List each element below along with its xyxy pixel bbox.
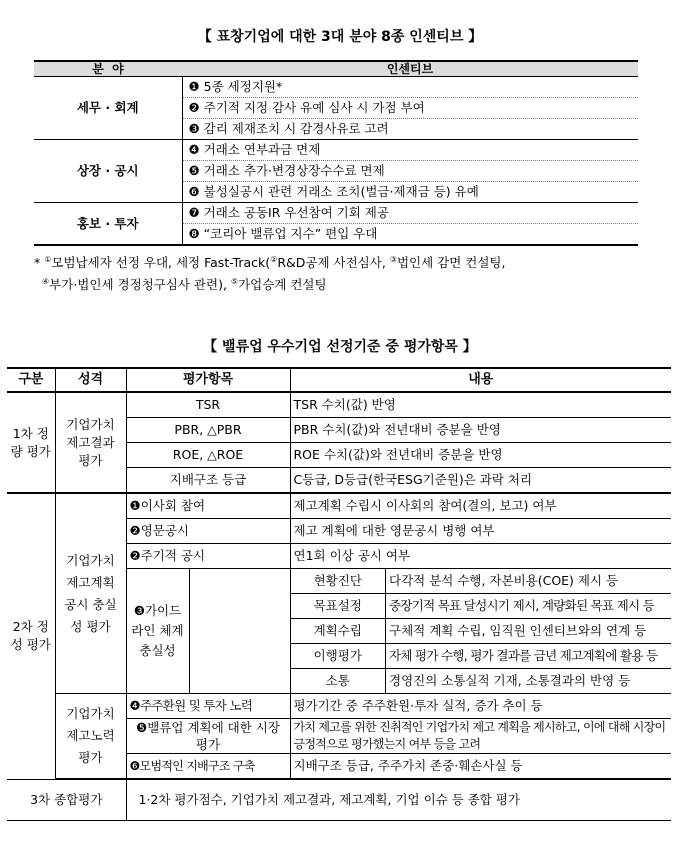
criteria-title: 【 밸류업 우수기업 선정기준 중 평가항목 】 xyxy=(203,339,477,355)
eval-content: 구체적 계획 수립, 임직원 인센티브와의 연계 등 xyxy=(386,619,672,644)
col-header-content: 내용 xyxy=(290,368,671,392)
stage3-label: 3차 종합평가 xyxy=(7,779,126,821)
eval-content: 경영진의 소통실적 기재, 소통결과의 반영 등 xyxy=(386,669,672,694)
eval-content: 지배구조 등급, 주주가치 존중·훼손사실 등 xyxy=(290,754,671,780)
criteria-table xyxy=(7,367,671,821)
incentive-item: ❼ 거래소 공동IR 우선참여 기회 제공 xyxy=(182,203,638,224)
category-pr: 홍보 · 투자 xyxy=(34,203,182,246)
eval-content: 연1회 이상 공시 여부 xyxy=(290,544,671,569)
guideline-item: 목표설정 xyxy=(291,594,386,619)
incentive-item: ❻ 불성실공시 관련 거래소 조치(벌금·제재금 등) 유예 xyxy=(182,182,638,203)
stage2-nature-disclosure: 기업가치 제고계획 공시 충실성 평가 xyxy=(55,493,126,694)
incentive-item: ❷ 주기적 지정 감사 유예 심사 시 가점 부여 xyxy=(182,98,638,119)
eval-content: 다각적 분석 수행, 자본비용(COE) 제시 등 xyxy=(386,569,672,594)
incentives-title: 【 표창기업에 대한 3대 분야 8종 인센티브 】 xyxy=(197,29,483,45)
stage2-label: 2차 정성 평가 xyxy=(7,493,55,779)
eval-item: ❺밸류업 계획에 대한 시장 평가 xyxy=(126,719,290,754)
guideline-item: 이행평가 xyxy=(291,644,386,669)
stage1-nature: 기업가치 제고결과 평가 xyxy=(55,392,126,493)
stage3-content: 1·2차 평가점수, 기업가치 제고결과, 제고계획, 기업 이슈 등 종합 평가 xyxy=(126,779,671,821)
eval-content: 제고계획 수립시 이사회의 참여(결의, 보고) 여부 xyxy=(290,493,671,519)
category-tax: 세무 · 회계 xyxy=(34,77,182,140)
eval-item: ❶이사회 참여 xyxy=(126,493,290,519)
incentive-item: ❹ 거래소 연부과금 면제 xyxy=(182,140,638,161)
eval-content: PBR 수치(값)와 전년대비 증분을 반영 xyxy=(290,418,671,443)
col-header-field: 분 야 xyxy=(34,61,182,77)
incentive-item: ❶ 5종 세정지원* xyxy=(182,77,638,98)
stage1-label: 1차 정량 평가 xyxy=(7,392,55,493)
eval-item: ❹주주환원 및 투자 노력 xyxy=(126,694,290,719)
eval-item: ❻모범적인 지배구조 구축 xyxy=(126,754,290,780)
col-header-item: 평가항목 xyxy=(126,368,290,392)
stage2-nature-effort: 기업가치 제고노력 평가 xyxy=(55,694,126,780)
incentives-table xyxy=(34,60,638,246)
eval-item: ❷주기적 공시 xyxy=(126,544,290,569)
category-listing: 상장 · 공시 xyxy=(34,140,182,203)
incentive-item: ❺ 거래소 추가·변경상장수수료 면제 xyxy=(182,161,638,182)
guideline-subtable xyxy=(291,569,672,693)
guideline-item: 계획수립 xyxy=(291,619,386,644)
eval-item: 지배구조 등급 xyxy=(126,468,290,494)
incentive-item: ❽ “코리아 밸류업 지수” 편입 우대 xyxy=(182,224,638,246)
guideline-label: ❸가이드 라인 체계 충실성 xyxy=(127,569,190,693)
eval-content: C등급, D등급(한국ESG기준원)은 과락 처리 xyxy=(290,468,671,494)
incentive-footnote: * ①모범납세자 선정 우대, 세정 Fast-Track(②R&D공제 사전심사, ③법인세 감면 컨설팅, ④부가·법인세 경정청구심사 관련), ⑤가업승계 컨설팅 xyxy=(34,255,506,293)
eval-content: 자체 평가 수행, 평가 결과를 금년 제고계획에 활용 등 xyxy=(386,644,672,669)
eval-item: ❷영문공시 xyxy=(126,519,290,544)
guideline-item: 소통 xyxy=(291,669,386,694)
col-header-incentive: 인센티브 xyxy=(182,61,638,77)
eval-content: TSR 수치(값) 반영 xyxy=(290,392,671,418)
guideline-item: 현황진단 xyxy=(291,569,386,594)
eval-content: 제고 계획에 대한 영문공시 병행 여부 xyxy=(290,519,671,544)
col-header-division: 구분 xyxy=(7,368,55,392)
eval-item: PBR, △PBR xyxy=(126,418,290,443)
eval-item: ROE, △ROE xyxy=(126,443,290,468)
incentive-item: ❸ 감리 제재조치 시 감경사유로 고려 xyxy=(182,119,638,140)
eval-item: TSR xyxy=(126,392,290,418)
eval-content: 중장기적 목표 달성시기 제시, 계량화된 목표 제시 등 xyxy=(386,594,672,619)
eval-content: 평가기간 중 주주환원·투자 실적, 증가 추이 등 xyxy=(290,694,671,719)
eval-content: 가치 제고를 위한 진취적인 기업가치 제고 계획을 제시하고, 이에 대해 시장이 긍정적으로 평가했는지 여부 등을 고려 xyxy=(290,719,671,754)
eval-content: ROE 수치(값)와 전년대비 증분을 반영 xyxy=(290,443,671,468)
col-header-nature: 성격 xyxy=(55,368,126,392)
